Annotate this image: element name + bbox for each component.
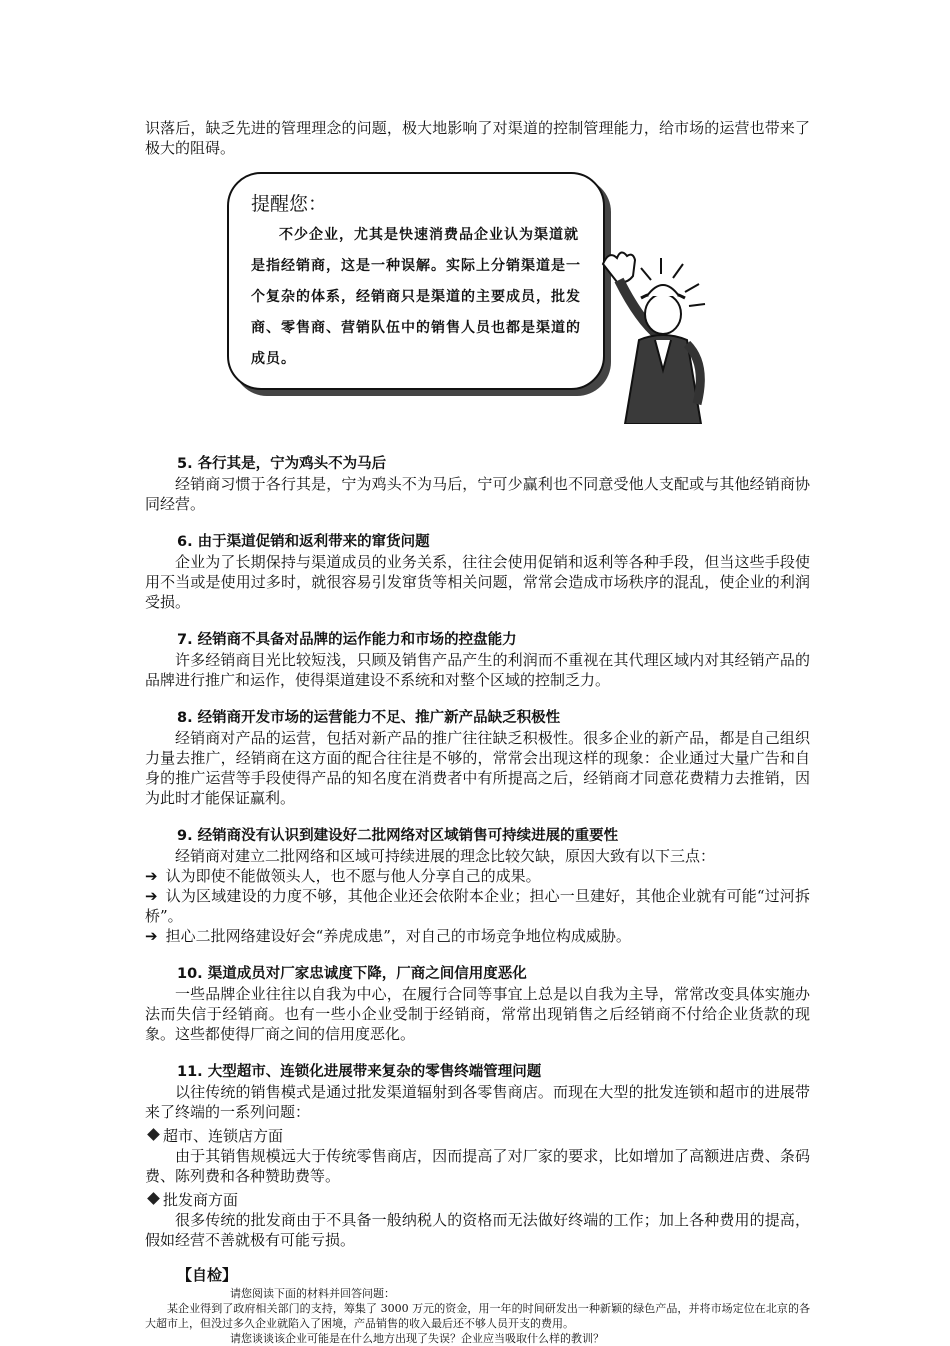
section-paragraph: 企业为了长期保持与渠道成员的业务关系，往往会使用促销和返利等各种手段，但当这些手段使用不当或是使用过多时，就很容易引发窜货等相关问题，常常会造成市场秩序的混乱，使企业的利润受损。: [145, 553, 810, 611]
list-item: ➔ 认为即使不能做领头人，也不愿与他人分享自己的成果。: [145, 867, 541, 885]
arrow-right-icon: ➔: [145, 887, 158, 905]
section-heading: 10. 渠道成员对厂家忠诚度下降，厂商之间信用度恶化: [177, 966, 527, 982]
section-paragraph: 经销商对建立二批网络和区域可持续进展的理念比较欠缺，原因大致有以下三点：: [175, 847, 716, 865]
list-item: ➔ 认为区域建设的力度不够，其他企业还会依附本企业；担心一旦建好，其他企业就有可能“过河拆桥”。: [145, 887, 810, 925]
section-11: [145, 1062, 810, 1250]
self-check-case: 某企业得到了政府相关部门的支持，筹集了 3000 万元的资金，用一年的时间研发出一种新颖的绿色产品，并将市场定位在北京的各大超市上，但没过多久企业就陷入了困境，产品销售的收入最后还不够人员开支的费用。: [145, 1302, 810, 1330]
intro-paragraph: 识落后，缺乏先进的管理理念的问题，极大地影响了对渠道的控制管理能力，给市场的运营也带来了极大的阻碍。: [145, 119, 810, 157]
self-check: [145, 1264, 810, 1346]
callout-text: 不少企业，尤其是快速消费品企业认为渠道就是指经销商，这是一种误解。实际上分销渠道是一个复杂的体系，经销商只是渠道的主要成员，批发商、零售商、营销队伍中的销售人员也都是渠道的成员。: [251, 227, 581, 367]
document-page: [145, 118, 810, 1346]
section-paragraph: 经销商对产品的运营，包括对新产品的推广往往缺乏积极性。很多企业的新产品，都是自己组织力量去推广，经销商在这方面的配合往往是不够的，常常会出现这样的现象：企业通过大量广告和自身的推广运营等手段使得产品的知名度在消费者中有所提高之后，经销商才同意花费精力去推销，因为此时才能保证赢利。: [145, 729, 810, 807]
section-heading: 9. 经销商没有认识到建设好二批网络对区域销售可持续进展的重要性: [177, 828, 619, 844]
section-paragraph: 许多经销商目光比较短浅，只顾及销售产品产生的利润而不重视在其代理区域内对其经销产品的品牌进行推广和运作，使得渠道建设不系统和对整个区域的控制乏力。: [145, 651, 810, 689]
section-heading: 5. 各行其是，宁为鸡头不为马后: [177, 456, 387, 472]
section-9: [145, 826, 810, 946]
section-paragraph: 以往传统的销售模式是通过批发渠道辐射到各零售商店。而现在大型的批发连锁和超市的进展带来了终端的一系列问题：: [145, 1083, 810, 1121]
section-paragraph: 一些品牌企业往往以自我为中心，在履行合同等事宜上总是以自我为主导，常常改变具体实施办法而失信于经销商。也有一些小企业受制于经销商，常常出现销售之后经销商不付给企业货款的现象。这些都使得厂商之间的信用度恶化。: [145, 985, 810, 1043]
section-heading: 8. 经销商开发市场的运营能力不足、推广新产品缺乏积极性: [177, 710, 561, 726]
subsection-title: 超市、连锁店方面: [145, 1126, 810, 1146]
subsection-title: 批发商方面: [145, 1190, 810, 1210]
section-paragraph: 经销商习惯于各行其是，宁为鸡头不为马后，宁可少赢利也不同意受他人支配或与其他经销商协同经营。: [145, 475, 810, 513]
arrow-right-icon: ➔: [145, 867, 158, 885]
self-check-question: 请您谈谈该企业可能是在什么地方出现了失误？企业应当吸取什么样的教训？: [230, 1332, 604, 1345]
list-item: ➔ 担心二批网络建设好会“养虎成患”，对自己的市场竞争地位构成威胁。: [145, 927, 631, 945]
reminder-callout: [145, 172, 810, 454]
callout-title: 提醒您：: [251, 193, 328, 215]
subsection-paragraph: 很多传统的批发商由于不具备一般纳税人的资格而无法做好终端的工作；加上各种费用的提高，假如经营不善就极有可能亏损。: [145, 1211, 810, 1249]
section-heading: 11. 大型超市、连锁化进展带来复杂的零售终端管理问题: [177, 1064, 542, 1080]
speech-bubble: [227, 172, 605, 390]
section-5: [145, 454, 810, 514]
self-check-title: 【自检】: [177, 1266, 238, 1284]
section-heading: 7. 经销商不具备对品牌的运作能力和市场的控盘能力: [177, 632, 517, 648]
section-7: [145, 630, 810, 690]
section-10: [145, 964, 810, 1044]
man-waving-illustration-icon: [593, 244, 733, 424]
subsection-paragraph: 由于其销售规模远大于传统零售商店，因而提高了对厂家的要求，比如增加了高额进店费、条码费、陈列费和各种赞助费等。: [145, 1147, 810, 1185]
section-6: [145, 532, 810, 612]
arrow-right-icon: ➔: [145, 927, 158, 945]
self-check-prompt: 请您阅读下面的材料并回答问题：: [230, 1287, 395, 1300]
diamond-bullet-icon: [147, 1192, 160, 1205]
section-heading: 6. 由于渠道促销和返利带来的窜货问题: [177, 534, 430, 550]
diamond-bullet-icon: [147, 1128, 160, 1141]
section-8: [145, 708, 810, 808]
